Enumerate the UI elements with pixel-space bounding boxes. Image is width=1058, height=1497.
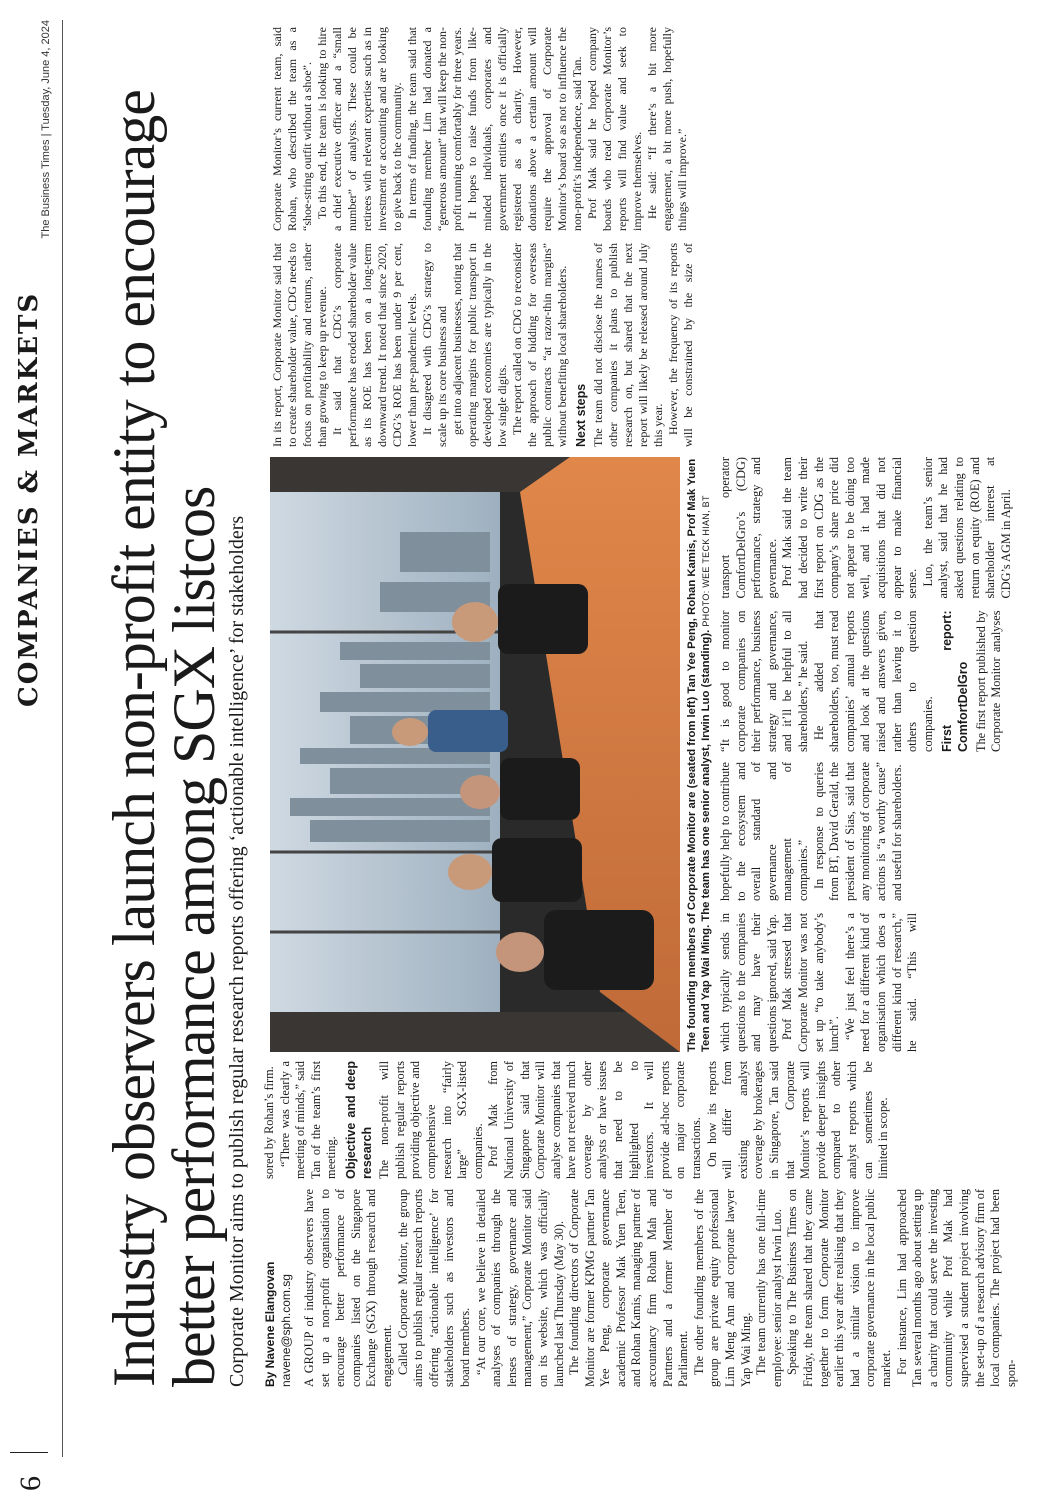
paragraph: Called Corporate Monitor, the group aims to publish regular research reports offering ‘actionable intelligence’ for stakeholders such as investors and board members. [395,1189,472,1387]
standfirst: Corporate Monitor aims to publish regular research reports offering ‘actionable intelligence’ for stakeholders [226,515,248,1387]
article-column-1 [302,1189,1019,1387]
team-photo-illustration [270,457,680,1052]
paragraph: He added that shareholders, too, must read companies’ annual reports and look at the questions raised and answers given, rather than leaving it to others to question companies. [811,610,935,752]
paragraph: Prof Mak from National University of Singapore said that Corporate Monitor will analyse companies that have not received much coverage by other analysts or have issues that need to be highlighted to investors. It will provide ad-hoc reports on major corporate transactions. [486,1061,704,1179]
photo-credit: PHOTO: WEE TECK HIAN, BT [701,495,711,627]
paragraph: Prof Mak stressed that Corporate Monitor was not set up “to take anybody’s lunch”. [780,913,842,1052]
paragraph: It disagreed with CDG’s strategy to scale up its core business and [420,243,449,447]
paragraph: The non-profit will publish regular reports providing objective and comprehensive research into “fairly large” SGX-listed companies. [377,1061,485,1179]
paragraph: The team did not disclose the names of other companies it plans to publish research on, but shared that the next report will likely be released around July this year. [591,243,665,447]
paragraph: In terms of funding, the team said that founding member Lim had donated a “generous amount” that will keep the non-profit running comfortably for three years. [405,27,464,231]
paragraph: “At our core, we believe in detailed analyses of companies through the lenses of strategy, governance and management,” Corporate Monitor said on its website, which was officially launched last Thursday (May 30). [473,1189,566,1387]
paragraph: In response to queries from BT, David Gerald, the president of Sias, said that any monitoring of corporate actions is “a worthy cause” and useful for shareholders. [811,762,904,901]
subheading: Objective and deep research [343,1061,374,1179]
paragraph: “It is good to monitor corporate companies on their performance, business strategy and governance, and it’ll be helpful to all shareholders,” he said. [718,610,810,752]
paragraph: “We just feel there’s a need for a different kind of organisation which does a different kind of research,” he said. “This will hopefully help to contribute to the ecosystem and overall standard of governance and management of companies.” [718,762,920,1052]
byline [262,1187,294,1387]
paragraph: Speaking to The Business Times on Friday, the team shared that they came together to form Corporate Monitor earlier this year after realising that they had a similar vision to improve corporate governance in the local public market. [785,1189,893,1387]
paragraph: It hopes to raise funds from like-minded individuals, corporates and government entities once it is officially registered as a charity. However, donations above a certain amount will require the approval of Corporate Monitor’s board so as not to influence the non-profit’s independence, said Tan. [465,27,584,231]
paragraph: The report called on CDG to reconsider the approach of bidding for overseas public contracts “at razor-thin margins” without benefiting local shareholders. [510,243,569,447]
article-column-3 [718,762,1038,1052]
headline: Industry observers launch non-profit entity to encourage better performance among SGX listcos [101,90,227,1387]
subheading: Next steps [574,383,588,447]
paragraph: The founding directors of Corporate Monitor are former KPMG partner Tan Yee Peng, corporate governance academic Professor Mak Yuen Teen, and Rohan Kamis, managing partner of accountancy firm Rohan Mah and Partners and a former Member of Parliament. [567,1189,691,1387]
section-title: COMPANIES & MARKETS [14,291,44,707]
paragraph: “There was clearly a meeting of minds,” said Tan of the team’s first meeting. [277,1061,339,1179]
paragraph: Luo, the team’s senior analyst, said that he had asked questions relating to return on equity (ROE) and shareholder interest at CDG’s AGM in April. [920,457,1013,599]
subheading: First report: ComfortDelGro [940,610,970,752]
paragraph: sored by Rohan’s firm. [262,1066,276,1179]
header-rule [62,20,63,1457]
paragraph: In its report, Corporate Monitor said that to create shareholder value, CDG needs to focus on profitability and returns, rather than growing to keep up revenue. [270,243,329,447]
paragraph: On how its reports will differ from existing analyst coverage by brokerages in Singapore, Tan said that Corporate Monitor’s reports will provide deeper insights compared to other analyst reports which can sometimes be limited in scope. [704,1061,891,1179]
article-column-3b [718,457,1038,752]
photo-caption [685,457,713,1052]
paragraph: It said that CDG’s corporate performance has eroded shareholder value as its ROE has been on a long-term downward trend. It noted that since 2020, CDG’s ROE has been under 9 per cent, lower than pre-pandemic levels. [330,243,419,447]
page-number-divider [10,1452,48,1453]
paragraph: Prof Mak said he hoped company boards who read Corporate Monitor’s reports will find value and seek to improve themselves. [585,27,644,231]
paragraph: However, the frequency of its reports will be constrained by the size of Corporate Monitor’s current team, said Rohan, who described the team as a “shoe-string outfit without a shoe”. [270,27,695,447]
paragraph: The other founding members of the group are private equity professional Lim Meng Ann and corporate lawyer Yap Wai Ming. [691,1189,753,1387]
team-photo [270,457,680,1052]
article-column-4 [270,27,1040,447]
byline-email: navene@sph.com.sg [279,1274,293,1387]
paragraph: get into adjacent businesses, noting that operating margins for public transport in developed economies are typically in the low single digits. [450,243,509,447]
paragraph: A GROUP of industry observers have set up a non-profit organisation to encourage better performance of companies listed on the Singapore Exchange (SGX) through research and engagement. [302,1189,394,1387]
article-column-2 [262,1061,892,1179]
paragraph: which typically sends in questions to the companies and may have their questions ignored, said Yap. [718,913,779,1052]
byline-author: By Navene Elangovan [263,1261,277,1387]
paragraph: Prof Mak said the team had decided to write their first report on CDG as the company’s share price did not appear to be doing too well, and it had made acquisitions that did not appear to make financial sense. [780,457,920,599]
folio-line: The Business Times | Tuesday, June 4, 2024 [40,20,52,239]
page-number: 6 [14,1476,47,1491]
paragraph: The team currently has one full-time employee: senior analyst Irwin Luo. [754,1189,784,1387]
paragraph: He said: “If there’s a bit more engagement, a bit more push, hopefully things will improve.” [645,27,689,231]
caption-text: The founding members of Corporate Monitor are (seated from left) Tan Yee Peng, Rohan Kamis, Prof Mak Yuen Teen and Yap Wai Ming. The team has one senior analyst, Irwin Luo (standing). [686,458,712,1052]
paragraph: The first report published by Corporate Monitor analyses transport operator ComfortDelGro’s (CDG) performance, strategy and governance. [718,457,1004,752]
paragraph: To this end, the team is looking to hire a chief executive officer and a “small number” of analysts. These could be retirees with relevant expertise such as in investment or accounting and are looking to give back to the community. [315,27,404,231]
paragraph: For instance, Lim had approached Tan several months ago about setting up a charity that could serve the investing community while Prof Mak had supervised a student project involving the set-up of a research advisory firm of local companies. The project had been spon- [894,1189,1018,1387]
